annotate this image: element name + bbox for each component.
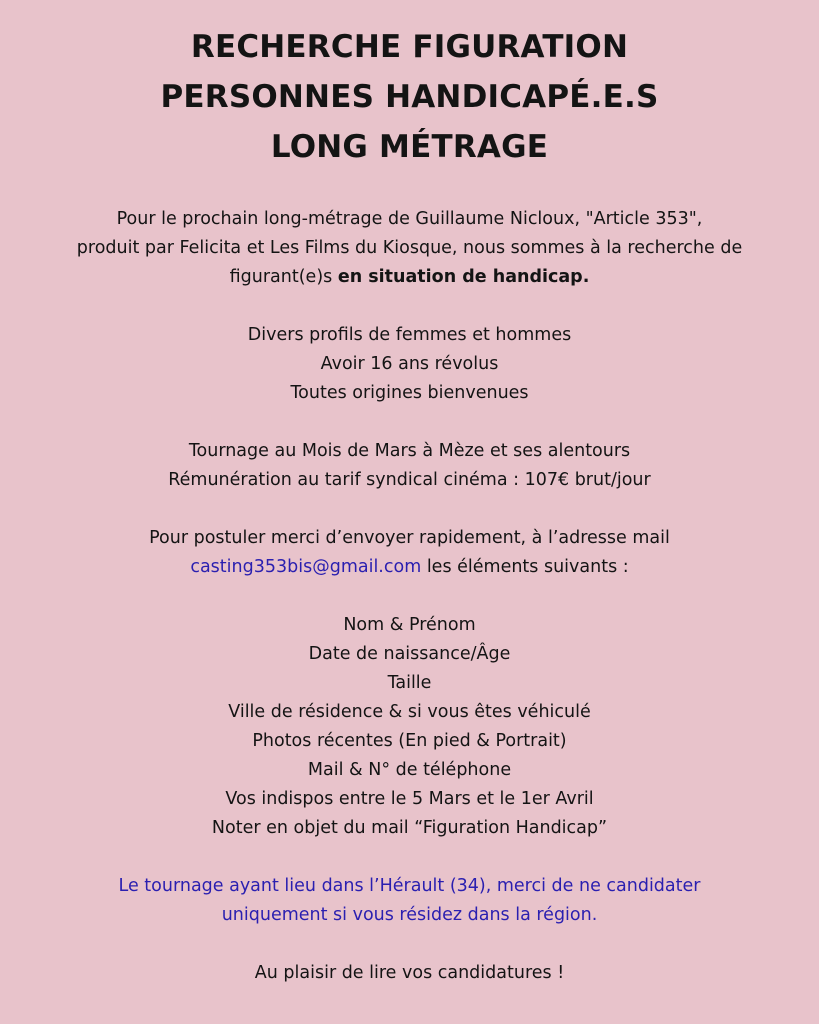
spacer [0,495,819,524]
spacer [0,292,819,321]
profile-line: Divers profils de femmes et hommes [247,325,572,345]
intro-line-3 [0,263,819,292]
list-item: Date de naissance/Âge [308,644,511,664]
spacer [0,408,819,437]
list-item: Nom & Prénom [343,615,476,635]
list-item: Vos indispos entre le 5 Mars et le 1er Avril [225,789,594,809]
profiles-block [0,321,819,408]
requirements-list [0,611,819,843]
shoot-block [0,437,819,495]
profile-line: Toutes origines bienvenues [290,383,529,403]
intro-paragraph [0,205,819,292]
apply-block [0,524,819,582]
title-line-2: PERSONNES HANDICAPÉ.E.S [160,79,659,115]
apply-line-2-suffix: les éléments suivants : [421,557,629,577]
notice-line-2: uniquement si vous résidez dans la région. [221,905,598,925]
shoot-line: Tournage au Mois de Mars à Mèze et ses alentours [188,441,631,461]
spacer [0,843,819,872]
page-title [0,22,819,172]
flyer-body [0,205,819,988]
apply-line-2 [0,553,819,582]
list-item: Noter en objet du mail “Figuration Handicap” [211,818,608,838]
spacer [0,582,819,611]
apply-line-1: Pour postuler merci d’envoyer rapidement, à l’adresse mail [149,528,670,548]
title-line-1: RECHERCHE FIGURATION [190,29,629,65]
intro-handicap-emphasis: en situation de handicap. [337,267,590,287]
intro-line-1: Pour le prochain long-métrage de Guillaume Nicloux, "Article 353", [116,209,703,229]
intro-line-3-prefix: figurant(e)s [229,267,338,287]
list-item: Ville de résidence & si vous êtes véhiculé [228,702,591,722]
shoot-line: Rémunération au tarif syndical cinéma : 107€ brut/jour [168,470,651,490]
profile-line: Avoir 16 ans révolus [320,354,499,374]
list-item: Photos récentes (En pied & Portrait) [252,731,567,751]
email-link[interactable]: casting353bis@gmail.com [190,557,422,577]
list-item: Taille [387,673,432,693]
notice-line-1: Le tournage ayant lieu dans l’Hérault (34), merci de ne candidater [118,876,701,896]
intro-line-2: produit par Felicita et Les Films du Kiosque, nous sommes à la recherche de [76,238,743,258]
region-notice [0,872,819,930]
spacer [0,930,819,959]
closing-line: Au plaisir de lire vos candidatures ! [254,963,565,983]
list-item: Mail & N° de téléphone [307,760,512,780]
title-line-3: LONG MÉTRAGE [270,129,549,165]
